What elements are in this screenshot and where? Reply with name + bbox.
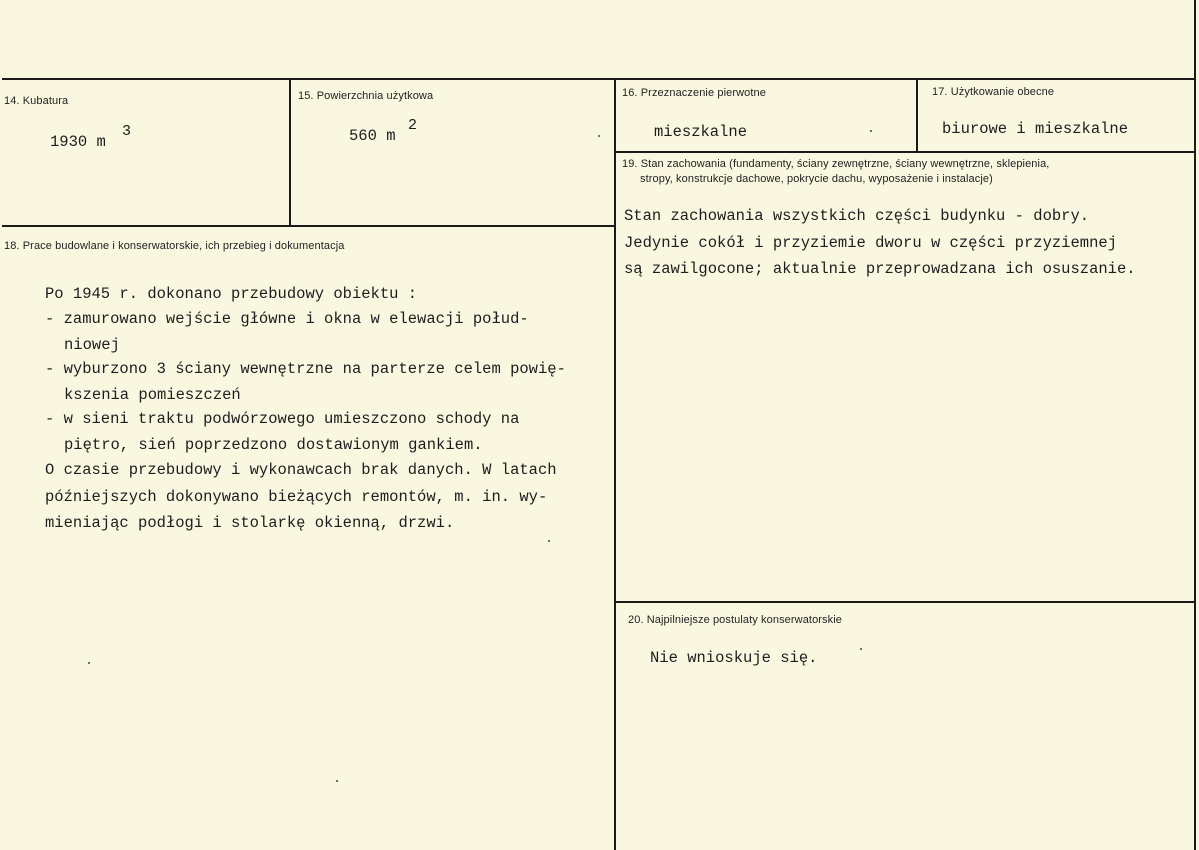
divider-f16-f17 [916,78,918,152]
divider-main [614,78,616,850]
scan-speck [860,648,862,650]
prace-budowlane-label: 18. Prace budowlane i konserwatorskie, ich przebieg i dokumentacja [4,240,345,252]
postulaty-label: 20. Najpilniejsze postulaty konserwatorskie [628,614,843,626]
right-edge [1194,0,1196,850]
prace-line: Po 1945 r. dokonano przebudowy obiektu : [45,285,418,303]
stan-zachowania-label-cont: stropy, konstrukcje dachowe, pokrycie dachu, wyposażenie i instalacje) [640,173,993,185]
scan-speck [548,540,550,542]
stan-zachowania-line: Jedynie cokół i przyziemie dworu w części przyziemnej [624,234,1117,252]
kubatura-unit-exponent: 3 [122,123,132,140]
uzytkowanie-value: biurowe i mieszkalne [942,120,1129,138]
kubatura-label: 14. Kubatura [4,95,69,107]
przeznaczenie-value: mieszkalne [654,123,748,141]
stan-zachowania-line: są zawilgocone; aktualnie przeprowadzana ich osuszanie. [624,260,1136,278]
scan-speck [336,780,338,782]
rule-f16-bottom [615,151,1195,153]
scan-speck [598,135,600,137]
powierzchnia-label: 15. Powierzchnia użytkowa [298,90,434,102]
prace-line: niowej [64,336,120,354]
divider-f14-f15 [289,78,291,226]
prace-line: mieniając podłogi i stolarkę okienną, drzwi. [45,514,455,532]
scan-speck [870,130,872,132]
prace-line: piętro, sień poprzedzono dostawionym gankiem. [64,436,483,454]
postulaty-value: Nie wnioskuje się. [650,649,818,667]
prace-line: - zamurowano wejście główne i okna w elewacji połud- [45,310,529,328]
stan-zachowania-line: Stan zachowania wszystkich części budynku - dobry. [624,207,1090,225]
kubatura-value: 1930 m [50,133,106,151]
rule-f19-bottom [615,601,1195,603]
prace-line: - wyburzono 3 ściany wewnętrzne na parterze celem powię- [45,360,566,378]
prace-line: późniejszych dokonywano bieżących remontów, m. in. wy- [45,488,548,506]
top-rule [2,78,1195,80]
prace-line: O czasie przebudowy i wykonawcach brak danych. W latach [45,461,557,479]
stan-zachowania-label: 19. Stan zachowania (fundamenty, ściany zewnętrzne, ściany wewnętrzne, sklepienia, [622,158,1050,170]
rule-left-mid [2,225,615,227]
prace-line: - w sieni traktu podwórzowego umieszczono schody na [45,410,520,428]
scan-speck [88,662,90,664]
powierzchnia-value: 560 m [349,127,396,145]
powierzchnia-unit-exponent: 2 [408,117,418,134]
uzytkowanie-label: 17. Użytkowanie obecne [932,86,1055,98]
przeznaczenie-label: 16. Przeznaczenie pierwotne [622,87,766,99]
prace-line: kszenia pomieszczeń [64,386,241,404]
